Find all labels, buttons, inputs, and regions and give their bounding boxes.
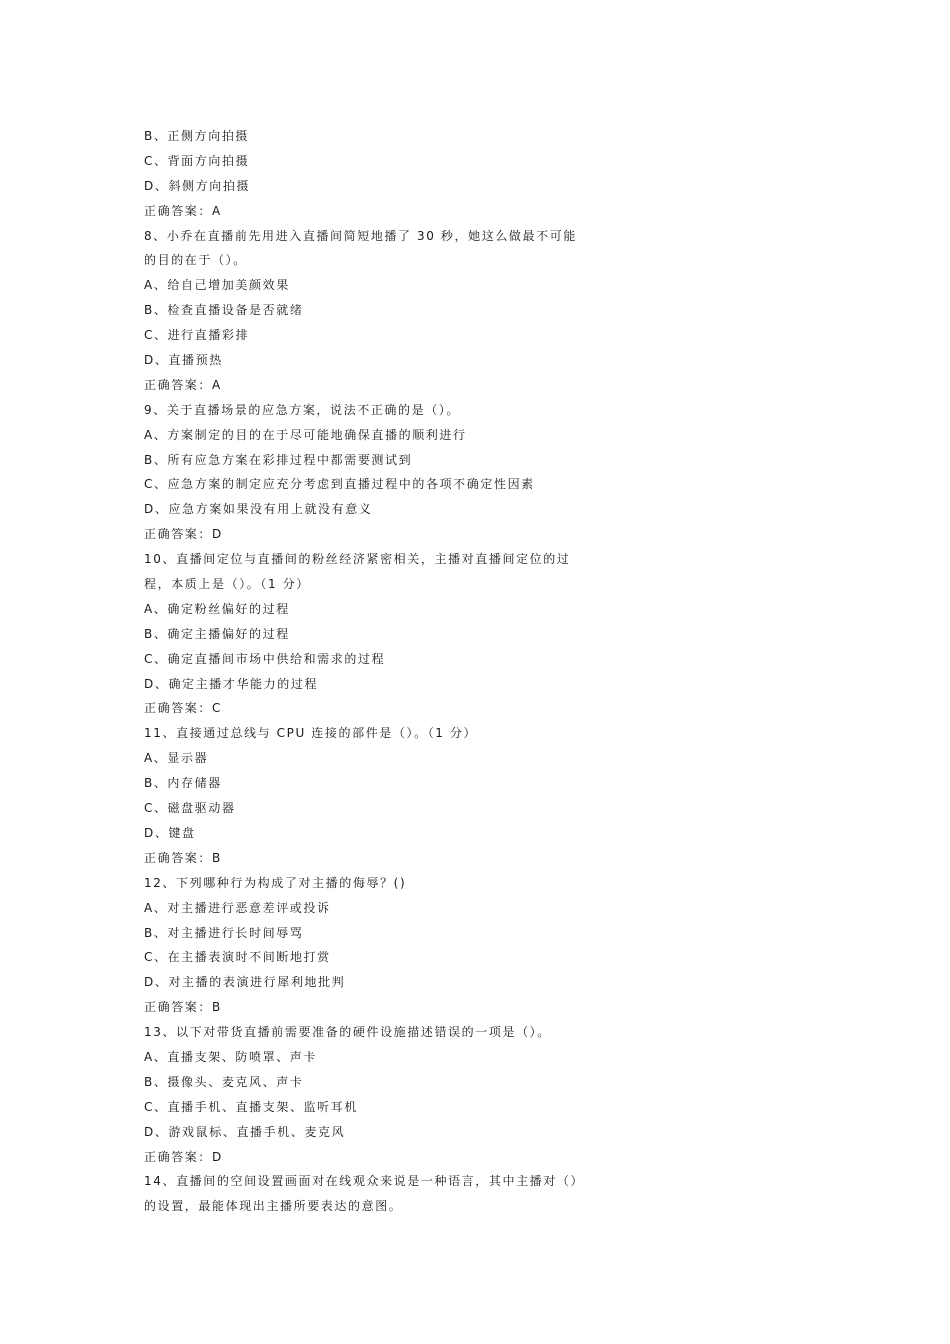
- option-b-q13: B、摄像头、麦克风、声卡: [144, 1074, 304, 1089]
- option-a-q13: A、直播支架、防喷罩、声卡: [144, 1049, 318, 1064]
- option-d-q7: D、斜侧方向拍摄: [144, 178, 251, 193]
- option-c-q7: C、背面方向拍摄: [144, 153, 250, 168]
- answer-q11: 正确答案：B: [144, 850, 222, 865]
- option-a-q10: A、确定粉丝偏好的过程: [144, 601, 290, 616]
- question-10-line-2: 程，本质上是（）。（1 分）: [144, 577, 310, 592]
- option-b-q11: B、内存储器: [144, 776, 222, 791]
- question-9: 9、关于直播场景的应急方案，说法不正确的是（）。: [144, 402, 461, 417]
- option-a-q9: A、方案制定的目的在于尽可能地确保直播的顺利进行: [144, 427, 467, 442]
- question-10-line-1: 10、直播间定位与直播间的粉丝经济紧密相关，主播对直播间定位的过: [144, 552, 571, 567]
- option-d-q8: D、直播预热: [144, 353, 223, 368]
- option-a-q12: A、对主播进行恶意差评或投诉: [144, 900, 331, 915]
- answer-q7: 正确答案：A: [144, 203, 222, 218]
- question-14-line-1: 14、直播间的空间设置画面对在线观众来说是一种语言，其中主播对（）: [144, 1174, 585, 1189]
- option-c-q8: C、进行直播彩排: [144, 328, 250, 343]
- answer-q12: 正确答案：B: [144, 1000, 222, 1015]
- option-a-q11: A、显示器: [144, 751, 209, 766]
- question-text-block: [144, 124, 594, 1219]
- question-8-line-2: 的目的在于（）。: [144, 253, 247, 268]
- option-d-q13: D、游戏鼠标、直播手机、麦克风: [144, 1124, 346, 1139]
- option-d-q9: D、应急方案如果没有用上就没有意义: [144, 502, 373, 517]
- question-11: 11、直接通过总线与 CPU 连接的部件是（）。（1 分）: [144, 726, 478, 741]
- option-b-q12: B、对主播进行长时间辱骂: [144, 925, 304, 940]
- question-14-line-2: 的设置，最能体现出主播所要表达的意图。: [144, 1199, 403, 1214]
- answer-q10: 正确答案：C: [144, 701, 222, 716]
- option-b-q9: B、所有应急方案在彩排过程中都需要测试到: [144, 452, 413, 467]
- option-c-q9: C、应急方案的制定应充分考虑到直播过程中的各项不确定性因素: [144, 477, 535, 492]
- option-a-q8: A、给自己增加美颜效果: [144, 278, 290, 293]
- option-b-q8: B、检查直播设备是否就绪: [144, 303, 304, 318]
- option-d-q11: D、键盘: [144, 825, 196, 840]
- option-c-q12: C、在主播表演时不间断地打赏: [144, 950, 331, 965]
- question-8-line-1: 8、小乔在直播前先用进入直播间简短地播了 30 秒，她这么做最不可能: [144, 228, 577, 243]
- answer-q9: 正确答案：D: [144, 527, 223, 542]
- option-d-q10: D、确定主播才华能力的过程: [144, 676, 319, 691]
- answer-q13: 正确答案：D: [144, 1149, 223, 1164]
- option-c-q13: C、直播手机、直播支架、监听耳机: [144, 1099, 358, 1114]
- option-c-q10: C、确定直播间市场中供给和需求的过程: [144, 651, 386, 666]
- answer-q8: 正确答案：A: [144, 377, 222, 392]
- option-b-q10: B、确定主播偏好的过程: [144, 626, 290, 641]
- option-b-q7: B、正侧方向拍摄: [144, 129, 250, 143]
- option-c-q11: C、磁盘驱动器: [144, 801, 236, 816]
- question-13: 13、以下对带货直播前需要准备的硬件设施描述错误的一项是（）。: [144, 1025, 551, 1040]
- question-12: 12、下列哪种行为构成了对主播的侮辱？(): [144, 875, 407, 890]
- option-d-q12: D、对主播的表演进行犀利地批判: [144, 975, 346, 990]
